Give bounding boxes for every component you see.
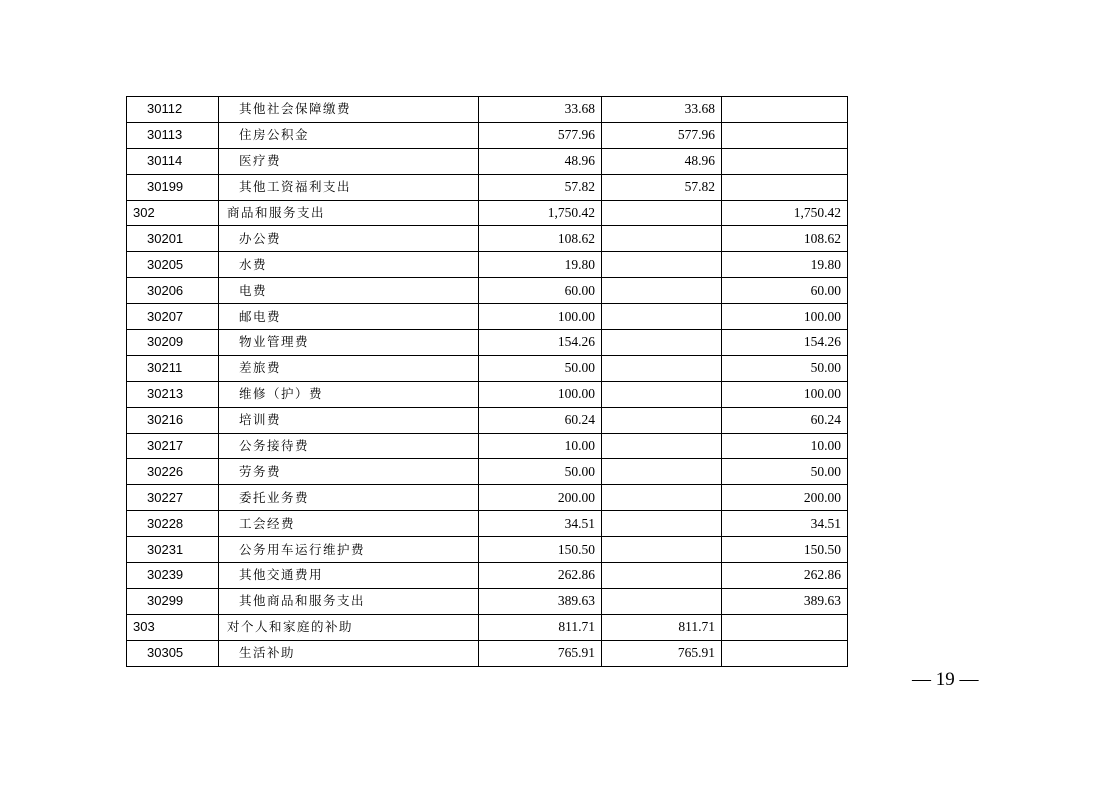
expense-item-name-cell: 商品和服务支出 xyxy=(219,200,479,226)
basic-expenditure-cell xyxy=(602,304,722,330)
project-expenditure-cell xyxy=(722,122,848,148)
total-amount-cell: 100.00 xyxy=(479,304,602,330)
project-expenditure-cell: 60.24 xyxy=(722,407,848,433)
project-expenditure-cell xyxy=(722,640,848,666)
expense-item-name-cell: 公务用车运行维护费 xyxy=(219,537,479,563)
basic-expenditure-cell xyxy=(602,459,722,485)
project-expenditure-cell: 10.00 xyxy=(722,433,848,459)
economic-code-cell: 30216 xyxy=(127,407,219,433)
economic-code-cell: 30299 xyxy=(127,588,219,614)
total-amount-cell: 765.91 xyxy=(479,640,602,666)
table-row xyxy=(127,563,848,589)
economic-code-cell: 30114 xyxy=(127,148,219,174)
total-amount-cell: 19.80 xyxy=(479,252,602,278)
basic-expenditure-cell xyxy=(602,381,722,407)
project-expenditure-cell: 200.00 xyxy=(722,485,848,511)
table-row xyxy=(127,537,848,563)
total-amount-cell: 60.24 xyxy=(479,407,602,433)
expense-item-name-cell: 公务接待费 xyxy=(219,433,479,459)
total-amount-cell: 811.71 xyxy=(479,614,602,640)
project-expenditure-cell: 150.50 xyxy=(722,537,848,563)
expense-item-name-cell: 工会经费 xyxy=(219,511,479,537)
basic-expenditure-cell: 577.96 xyxy=(602,122,722,148)
budget-expenditure-table xyxy=(126,96,848,667)
expense-item-name-cell: 委托业务费 xyxy=(219,485,479,511)
project-expenditure-cell: 154.26 xyxy=(722,330,848,356)
expense-item-name-cell: 劳务费 xyxy=(219,459,479,485)
total-amount-cell: 389.63 xyxy=(479,588,602,614)
table-row xyxy=(127,381,848,407)
table-row xyxy=(127,330,848,356)
table-row xyxy=(127,640,848,666)
table-row xyxy=(127,148,848,174)
basic-expenditure-cell xyxy=(602,433,722,459)
project-expenditure-cell: 1,750.42 xyxy=(722,200,848,226)
table-row xyxy=(127,122,848,148)
table-row xyxy=(127,97,848,123)
total-amount-cell: 33.68 xyxy=(479,97,602,123)
expense-item-name-cell: 医疗费 xyxy=(219,148,479,174)
total-amount-cell: 48.96 xyxy=(479,148,602,174)
total-amount-cell: 1,750.42 xyxy=(479,200,602,226)
project-expenditure-cell: 50.00 xyxy=(722,355,848,381)
project-expenditure-cell xyxy=(722,97,848,123)
expense-item-name-cell: 其他社会保障缴费 xyxy=(219,97,479,123)
total-amount-cell: 50.00 xyxy=(479,355,602,381)
basic-expenditure-cell xyxy=(602,485,722,511)
economic-code-cell: 30217 xyxy=(127,433,219,459)
basic-expenditure-cell xyxy=(602,355,722,381)
total-amount-cell: 60.00 xyxy=(479,278,602,304)
economic-code-cell: 30201 xyxy=(127,226,219,252)
expense-item-name-cell: 物业管理费 xyxy=(219,330,479,356)
expense-item-name-cell: 邮电费 xyxy=(219,304,479,330)
basic-expenditure-cell xyxy=(602,563,722,589)
expense-item-name-cell: 其他交通费用 xyxy=(219,563,479,589)
table-row xyxy=(127,459,848,485)
total-amount-cell: 108.62 xyxy=(479,226,602,252)
project-expenditure-cell xyxy=(722,148,848,174)
table-row xyxy=(127,433,848,459)
economic-code-cell: 30228 xyxy=(127,511,219,537)
total-amount-cell: 150.50 xyxy=(479,537,602,563)
expense-item-name-cell: 其他工资福利支出 xyxy=(219,174,479,200)
table-row xyxy=(127,174,848,200)
basic-expenditure-cell: 811.71 xyxy=(602,614,722,640)
expense-item-name-cell: 电费 xyxy=(219,278,479,304)
project-expenditure-cell: 108.62 xyxy=(722,226,848,252)
economic-code-cell: 30211 xyxy=(127,355,219,381)
project-expenditure-cell: 60.00 xyxy=(722,278,848,304)
table-row xyxy=(127,407,848,433)
basic-expenditure-cell xyxy=(602,511,722,537)
economic-code-cell: 30199 xyxy=(127,174,219,200)
expense-item-name-cell: 办公费 xyxy=(219,226,479,252)
table-row xyxy=(127,588,848,614)
basic-expenditure-cell: 57.82 xyxy=(602,174,722,200)
expense-item-name-cell: 差旅费 xyxy=(219,355,479,381)
expense-item-name-cell: 住房公积金 xyxy=(219,122,479,148)
table-row xyxy=(127,355,848,381)
basic-expenditure-cell: 48.96 xyxy=(602,148,722,174)
expense-item-name-cell: 维修（护）费 xyxy=(219,381,479,407)
total-amount-cell: 154.26 xyxy=(479,330,602,356)
project-expenditure-cell: 262.86 xyxy=(722,563,848,589)
economic-code-cell: 30207 xyxy=(127,304,219,330)
table-row xyxy=(127,226,848,252)
expense-item-name-cell: 生活补助 xyxy=(219,640,479,666)
economic-code-cell: 30112 xyxy=(127,97,219,123)
table-row xyxy=(127,485,848,511)
economic-code-cell: 30209 xyxy=(127,330,219,356)
project-expenditure-cell: 100.00 xyxy=(722,381,848,407)
economic-code-cell: 30226 xyxy=(127,459,219,485)
economic-code-cell: 30205 xyxy=(127,252,219,278)
project-expenditure-cell xyxy=(722,174,848,200)
economic-code-cell: 30231 xyxy=(127,537,219,563)
basic-expenditure-cell xyxy=(602,278,722,304)
basic-expenditure-cell xyxy=(602,330,722,356)
project-expenditure-cell: 19.80 xyxy=(722,252,848,278)
table-body xyxy=(127,97,848,667)
economic-code-cell: 303 xyxy=(127,614,219,640)
basic-expenditure-cell xyxy=(602,252,722,278)
total-amount-cell: 50.00 xyxy=(479,459,602,485)
table-row xyxy=(127,511,848,537)
economic-code-cell: 30227 xyxy=(127,485,219,511)
expense-item-name-cell: 培训费 xyxy=(219,407,479,433)
total-amount-cell: 57.82 xyxy=(479,174,602,200)
basic-expenditure-cell xyxy=(602,407,722,433)
table-row xyxy=(127,200,848,226)
basic-expenditure-cell xyxy=(602,537,722,563)
table-row xyxy=(127,278,848,304)
total-amount-cell: 10.00 xyxy=(479,433,602,459)
table-row xyxy=(127,252,848,278)
basic-expenditure-cell xyxy=(602,588,722,614)
economic-code-cell: 30213 xyxy=(127,381,219,407)
total-amount-cell: 34.51 xyxy=(479,511,602,537)
expense-item-name-cell: 水费 xyxy=(219,252,479,278)
total-amount-cell: 100.00 xyxy=(479,381,602,407)
total-amount-cell: 577.96 xyxy=(479,122,602,148)
basic-expenditure-cell: 33.68 xyxy=(602,97,722,123)
economic-code-cell: 302 xyxy=(127,200,219,226)
basic-expenditure-cell xyxy=(602,226,722,252)
economic-code-cell: 30206 xyxy=(127,278,219,304)
project-expenditure-cell xyxy=(722,614,848,640)
basic-expenditure-cell: 765.91 xyxy=(602,640,722,666)
project-expenditure-cell: 100.00 xyxy=(722,304,848,330)
expense-item-name-cell: 其他商品和服务支出 xyxy=(219,588,479,614)
economic-code-cell: 30113 xyxy=(127,122,219,148)
table-row xyxy=(127,614,848,640)
total-amount-cell: 200.00 xyxy=(479,485,602,511)
economic-code-cell: 30239 xyxy=(127,563,219,589)
total-amount-cell: 262.86 xyxy=(479,563,602,589)
economic-code-cell: 30305 xyxy=(127,640,219,666)
project-expenditure-cell: 389.63 xyxy=(722,588,848,614)
project-expenditure-cell: 34.51 xyxy=(722,511,848,537)
expense-item-name-cell: 对个人和家庭的补助 xyxy=(219,614,479,640)
basic-expenditure-cell xyxy=(602,200,722,226)
table-row xyxy=(127,304,848,330)
project-expenditure-cell: 50.00 xyxy=(722,459,848,485)
page-number: — 19 — xyxy=(912,669,979,690)
